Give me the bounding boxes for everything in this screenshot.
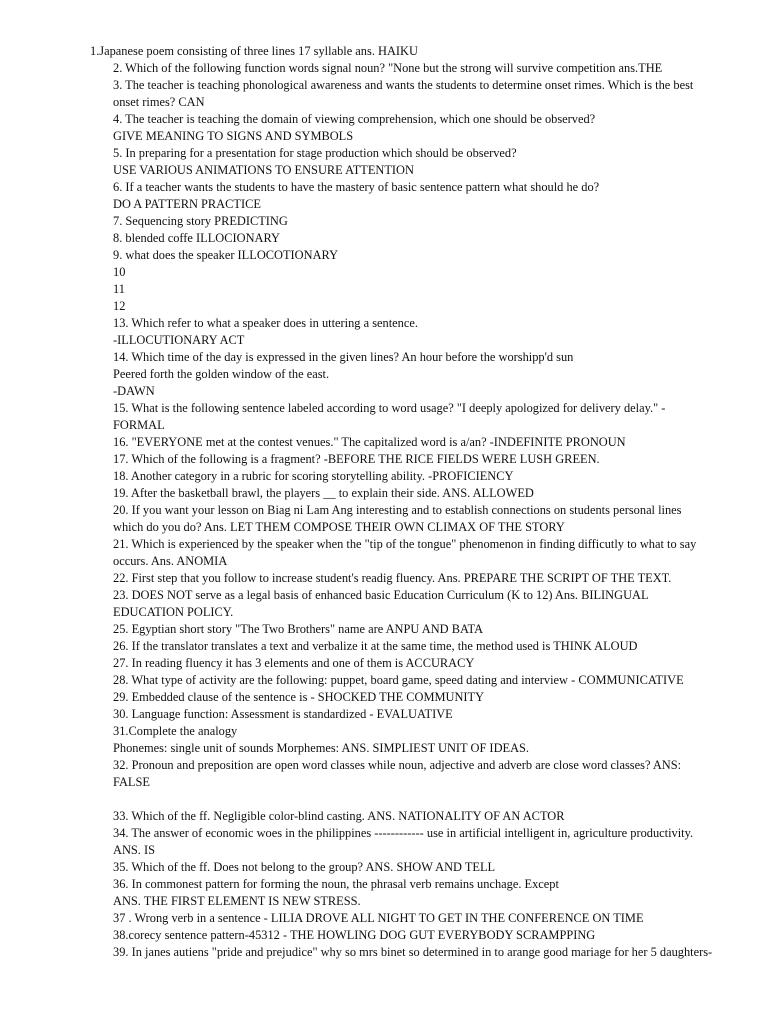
text-line: 33. Which of the ff. Negligible color-blind casting. ANS. NATIONALITY OF AN ACTOR <box>113 809 565 823</box>
text-line: 21. Which is experienced by the speaker when the "tip of the tongue" phenomenon in finding difficutly to what to say <box>113 537 697 551</box>
text-line: 30. Language function: Assessment is standardized - EVALUATIVE <box>113 707 453 721</box>
text-line: 31.Complete the analogy <box>113 724 238 738</box>
text-line: 29. Embedded clause of the sentence is - SHOCKED THE COMMUNITY <box>113 690 485 704</box>
text-line: 27. In reading fluency it has 3 elements and one of them is ACCURACY <box>113 656 475 670</box>
text-line: 6. If a teacher wants the students to have the mastery of basic sentence pattern what should he do? <box>113 180 600 194</box>
text-line: 26. If the translator translates a text and verbalize it at the same time, the method used is THINK ALOUD <box>113 639 638 653</box>
text-line: -ILLOCUTIONARY ACT <box>113 333 245 347</box>
text-line: 13. Which refer to what a speaker does in uttering a sentence. <box>113 316 418 330</box>
text-line: ANS. IS <box>113 843 155 857</box>
text-line: 3. The teacher is teaching phonological awareness and wants the students to determine onset rimes. Which is the best <box>113 78 694 92</box>
text-line: 15. What is the following sentence labeled according to word usage? "I deeply apologized for delivery delay." - <box>113 401 666 415</box>
text-line: 37 . Wrong verb in a sentence - LILIA DROVE ALL NIGHT TO GET IN THE CONFERENCE ON TIME <box>113 911 644 925</box>
text-line: 18. Another category in a rubric for scoring storytelling ability. -PROFICIENCY <box>113 469 514 483</box>
text-line: 28. What type of activity are the following: puppet, board game, speed dating and interview - COMMUNICATIVE <box>113 673 684 687</box>
text-line: EDUCATION POLICY. <box>113 605 234 619</box>
text-line: 38.corecy sentence pattern-45312 - THE HOWLING DOG GUT EVERYBODY SCRAMPPING <box>113 928 596 942</box>
text-line: FALSE <box>113 775 150 789</box>
text-line: 14. Which time of the day is expressed in the given lines? An hour before the worshipp'd sun <box>113 350 574 364</box>
text-line: 22. First step that you follow to increase student's readig fluency. Ans. PREPARE THE SCRIPT OF THE TEXT. <box>113 571 672 585</box>
text-line: ANS. THE FIRST ELEMENT IS NEW STRESS. <box>113 894 361 908</box>
text-line: 7. Sequencing story PREDICTING <box>113 214 288 228</box>
text-line: 4. The teacher is teaching the domain of viewing comprehension, which one should be observed? <box>113 112 596 126</box>
text-line <box>90 791 730 808</box>
text-line: DO A PATTERN PRACTICE <box>113 197 261 211</box>
text-line: 39. In janes autiens "pride and prejudice" why so mrs binet so determined in to arange good mariage for her 5 daughters- <box>113 945 713 959</box>
text-line: Peered forth the golden window of the east. <box>113 367 330 381</box>
text-line: USE VARIOUS ANIMATIONS TO ENSURE ATTENTION <box>113 163 414 177</box>
text-line: -DAWN <box>113 384 155 398</box>
text-line: 1.Japanese poem consisting of three lines 17 syllable ans. HAIKU <box>90 44 418 58</box>
text-line: 17. Which of the following is a fragment? -BEFORE THE RICE FIELDS WERE LUSH GREEN. <box>113 452 600 466</box>
text-line: 8. blended coffe ILLOCIONARY <box>113 231 281 245</box>
text-line: 5. In preparing for a presentation for stage production which should be observed? <box>113 146 517 160</box>
text-line: 36. In commonest pattern for forming the noun, the phrasal verb remains unchage. Except <box>113 877 559 891</box>
text-line: 20. If you want your lesson on Biag ni Lam Ang interesting and to establish connections on students personal lines <box>113 503 682 517</box>
text-line: 19. After the basketball brawl, the players __ to explain their side. ANS. ALLOWED <box>113 486 534 500</box>
text-line: occurs. Ans. ANOMIA <box>113 554 228 568</box>
text-line: 32. Pronoun and preposition are open word classes while noun, adjective and adverb are close word classes? ANS: <box>113 758 682 772</box>
text-line: 16. "EVERYONE met at the contest venues." The capitalized word is a/an? -INDEFINITE PRONOUN <box>113 435 626 449</box>
text-line: Phonemes: single unit of sounds Morphemes: ANS. SIMPLIEST UNIT OF IDEAS. <box>113 741 530 755</box>
text-line: FORMAL <box>113 418 165 432</box>
text-line: 11 <box>113 282 125 296</box>
text-line: 35. Which of the ff. Does not belong to the group? ANS. SHOW AND TELL <box>113 860 496 874</box>
text-line: 10 <box>113 265 126 279</box>
text-line: 9. what does the speaker ILLOCOTIONARY <box>113 248 339 262</box>
text-line: 23. DOES NOT serve as a legal basis of enhanced basic Education Curriculum (K to 12) Ans. BILINGUAL <box>113 588 649 602</box>
text-line: GIVE MEANING TO SIGNS AND SYMBOLS <box>113 129 354 143</box>
text-line: which do you do? Ans. LET THEM COMPOSE THEIR OWN CLIMAX OF THE STORY <box>113 520 565 534</box>
text-line: 25. Egyptian short story "The Two Brothers" name are ANPU AND BATA <box>113 622 484 636</box>
text-line: onset rimes? CAN <box>113 95 205 109</box>
text-line: 34. The answer of economic woes in the philippines ------------ use in artificial intelligent in, agriculture productivity. <box>113 826 694 840</box>
text-line: 2. Which of the following function words signal noun? "None but the strong will survive competition ans.THE <box>113 61 663 75</box>
text-line: 12 <box>113 299 126 313</box>
document-body <box>90 43 730 961</box>
